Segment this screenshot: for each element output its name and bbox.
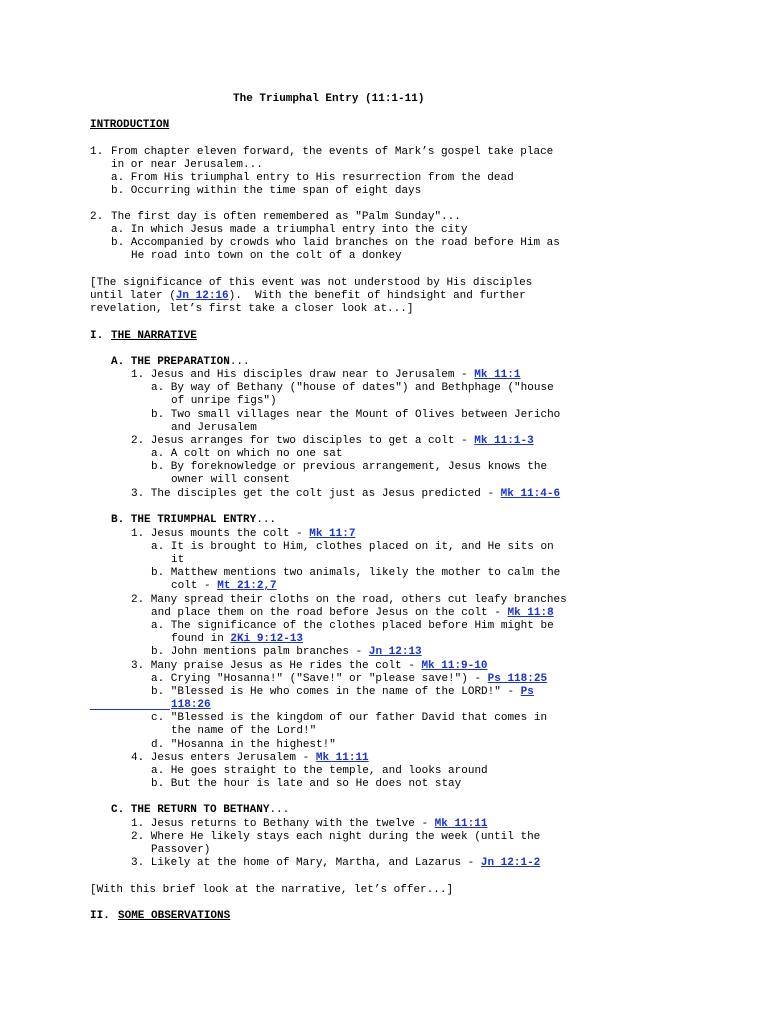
scripture-link-mk-11-1-3[interactable]: Mk 11:1-3 [474,435,534,447]
section-1-heading: THE NARRATIVE [111,330,197,342]
scripture-link-ps-118-25[interactable]: Ps 118:25 [487,673,548,685]
scripture-link-jn-12-1-2[interactable]: Jn 12:1-2 [480,857,541,869]
point-a2b-line-2: owner will consent [171,474,290,486]
point-b3b-text: b. "Blessed is He who comes in the name of the LORD!" - [151,686,521,698]
subsection-c-heading [111,804,289,817]
point-a1a-line-1: a. By way of Bethany ("house of dates") and Bethphage ("house [151,382,554,394]
point-b1a-line-2: it [171,554,185,566]
point-c2-line-1: 2. Where He likely stays each night during the week (until the [131,831,541,843]
point-a1-text: 1. Jesus and His disciples draw near to Jerusalem - [131,369,475,381]
intro-point-2b-line-1: b. Accompanied by crowds who laid branches on the road before Him as [111,237,560,249]
point-b2b-text: b. John mentions palm branches - [151,646,369,658]
point-b3a [151,673,547,686]
transition-text-a: until later ( [90,290,176,302]
point-b3-text: 3. Many praise Jesus as He rides the colt - [131,660,422,672]
point-b1b-line-1: b. Matthew mentions two animals, likely the mother to calm the [151,567,561,579]
scripture-link-ps-118-26[interactable]: 118:26 [171,699,211,711]
point-b2a-line-1: a. The significance of the clothes placed before Him might be [151,620,554,632]
point-b3c-line-1: c. "Blessed is the kingdom of our father David that comes in [151,712,548,724]
point-b3b-line-2 [171,699,211,712]
intro-point-1a: a. From His triumphal entry to His resurrection from the dead [111,172,514,184]
intro-point-2a: a. In which Jesus made a triumphal entry into the city [111,224,468,236]
intro-point-1-line-2: in or near Jerusalem... [111,159,263,171]
subsection-a-dots: ... [229,356,250,368]
point-b2-line-2 [151,607,554,620]
intro-point-2-line-1: The first day is often remembered as "Palm Sunday"... [111,211,461,223]
intro-transition-line-1: [The significance of this event was not understood by His disciples [90,277,533,289]
subsection-b-label: B. THE TRIUMPHAL ENTRY [111,514,257,526]
point-c1 [131,818,487,831]
scripture-link-mk-11-1[interactable]: Mk 11:1 [474,369,521,381]
intro-heading: INTRODUCTION [90,119,170,131]
scripture-link-mk-11-7[interactable]: Mk 11:7 [309,528,356,540]
point-b1b-text: colt - [171,580,218,592]
subsection-a-heading [111,356,250,369]
subsection-b-heading [111,514,276,527]
point-b3b [151,686,534,699]
scripture-link-mk-11-4-6[interactable]: Mk 11:4-6 [500,488,561,500]
scripture-link-jn-12-16[interactable]: Jn 12:16 [175,290,229,302]
point-c3 [131,857,540,870]
section-1-number: I. [90,330,104,342]
point-a1b-line-2: and Jerusalem [171,422,257,434]
point-b3a-text: a. Crying "Hosanna!" ("Save!" or "please save!") - [151,673,488,685]
scripture-link-mk-11-11-c[interactable]: Mk 11:11 [434,818,488,830]
point-b4a: a. He goes straight to the temple, and looks around [151,765,488,777]
point-a3-text: 3. The disciples get the colt just as Jesus predicted - [131,488,501,500]
point-b1a-line-1: a. It is brought to Him, clothes placed on it, and He sits on [151,541,554,553]
transition-text-b: ). With the benefit of hindsight and further [228,290,526,302]
point-c1-text: 1. Jesus returns to Bethany with the twelve - [131,818,435,830]
scripture-link-separator: , [263,580,271,592]
intro-transition-line-3: revelation, let’s first take a closer look at...] [90,303,414,315]
scripture-link-mk-11-9-10[interactable]: Mk 11:9-10 [421,660,488,672]
subsection-b-dots: ... [256,514,277,526]
point-b2-line-1: 2. Many spread their cloths on the road, others cut leafy branches [131,594,567,606]
point-a1b-line-1: b. Two small villages near the Mount of Olives between Jericho [151,409,561,421]
point-a2a: a. A colt on which no one sat [151,448,343,460]
subsection-a-label: A. THE PREPARATION [111,356,230,368]
point-a3 [131,488,560,501]
intro-point-2-number: 2. [90,211,104,223]
point-a1 [131,369,520,382]
point-a2b-line-1: b. By foreknowledge or previous arrangement, Jesus knows the [151,461,548,473]
scripture-link-jn-12-13[interactable]: Jn 12:13 [368,646,422,658]
intro-point-1-number: 1. [90,146,104,158]
point-b2a-text: found in [171,633,231,645]
section-2-heading: SOME OBSERVATIONS [118,910,231,922]
scripture-link-mt-21-7[interactable]: 7 [270,580,277,592]
intro-transition-line-2 [90,290,526,303]
subsection-c-dots: ... [269,804,290,816]
point-b2a-line-2 [171,633,303,646]
point-a2 [131,435,534,448]
section-2-number: II. [90,910,110,922]
scripture-link-ps[interactable]: Ps [520,686,534,698]
point-b1-text: 1. Jesus mounts the colt - [131,528,310,540]
point-b4-text: 4. Jesus enters Jerusalem - [131,752,316,764]
point-b1b-line-2 [171,580,277,593]
scripture-link-mt-21-2[interactable]: Mt 21:2 [217,580,264,592]
point-a1a-line-2: of unripe figs") [171,395,277,407]
point-b3 [131,660,487,673]
intro-point-2b-line-2: He road into town on the colt of a donkey [131,250,402,262]
point-b4b: b. But the hour is late and so He does not stay [151,778,462,790]
section-1-transition: [With this brief look at the narrative, let’s offer...] [90,884,454,896]
point-b4 [131,752,369,765]
point-b2b [151,646,422,659]
page-title: The Triumphal Entry (11:1-11) [233,93,425,105]
scripture-link-mk-11-8[interactable]: Mk 11:8 [507,607,554,619]
point-a2-text: 2. Jesus arranges for two disciples to get a colt - [131,435,475,447]
point-b2-text: and place them on the road before Jesus on the colt - [151,607,508,619]
link-underline-rule [90,709,170,710]
subsection-c-label: C. THE RETURN TO BETHANY [111,804,270,816]
point-c3-text: 3. Likely at the home of Mary, Martha, and Lazarus - [131,857,481,869]
point-b3d: d. "Hosanna in the highest!" [151,739,336,751]
scripture-link-2ki-9-12-13[interactable]: 2Ki 9:12-13 [230,633,304,645]
point-b1 [131,528,355,541]
scripture-link-mk-11-11[interactable]: Mk 11:11 [315,752,369,764]
point-c2-line-2: Passover) [151,844,211,856]
intro-point-1-line-1: From chapter eleven forward, the events of Mark’s gospel take place [111,146,554,158]
point-b3c-line-2: the name of the Lord!" [171,725,317,737]
intro-point-1b: b. Occurring within the time span of eight days [111,185,422,197]
